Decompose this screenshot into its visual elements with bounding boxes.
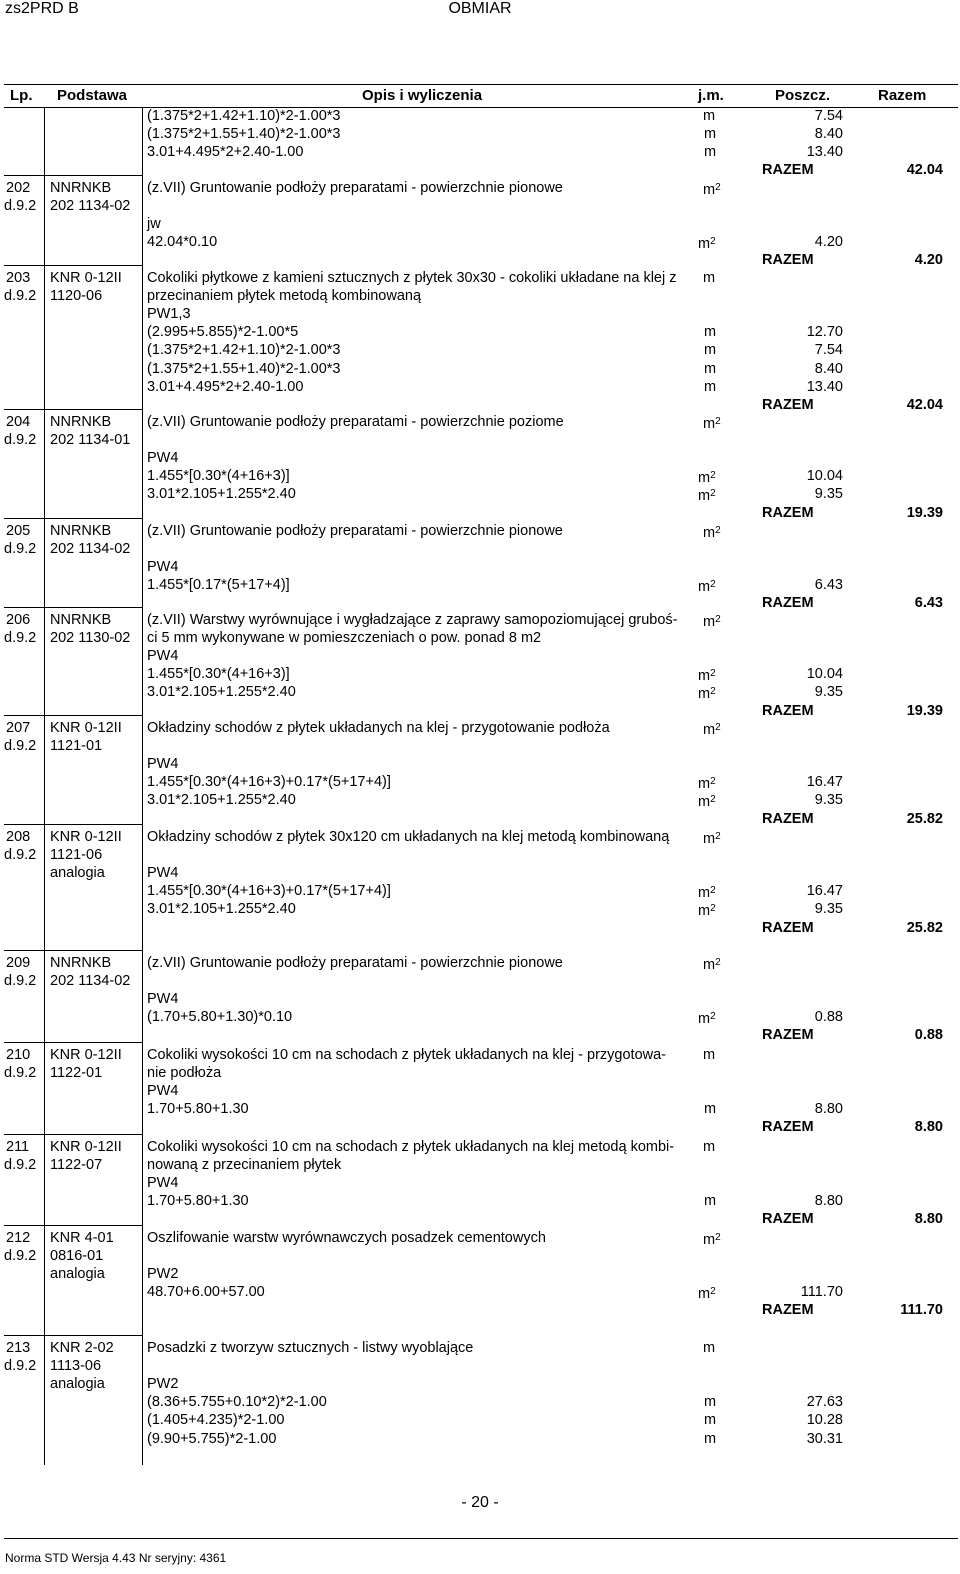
line-description: (z.VII) Gruntowanie podłoży preparatami - powierzchnie pionowe — [147, 523, 563, 539]
item-basis-code: 202 1134-02 — [50, 973, 131, 990]
item-basis-catalog: KNR 0-12II — [50, 1047, 122, 1063]
row-divider — [4, 518, 142, 519]
line-description: nie podłoża — [147, 1065, 222, 1082]
line-description: Cokoliki wysokości 10 cm na schodach z płytek układanych na klej metodą kombi- — [147, 1139, 675, 1155]
line-unit: $m^2$ — [703, 722, 721, 738]
row-divider — [4, 1134, 142, 1135]
line-description: przecinaniem płytek metodą kombinowaną — [147, 288, 422, 305]
item-basis-code: 1122-01 — [50, 1065, 103, 1082]
razem-label: RAZEM — [762, 919, 814, 936]
unit-exponent: 2 — [710, 236, 716, 248]
line-unit: m — [703, 1340, 716, 1356]
line-description: (1.375*2+1.42+1.10)*2-1.00*3 — [147, 108, 341, 124]
item-basis-catalog: KNR 0-12II — [50, 720, 122, 736]
line-description: Posadzki z tworzyw sztucznych - listwy wyoblające — [147, 1340, 474, 1356]
line-unit: m — [704, 1412, 717, 1429]
line-description: (z.VII) Warstwy wyrównujące i wygładzające z zaprawy samopoziomującej gruboś- — [147, 612, 678, 628]
row-divider — [4, 715, 142, 716]
unit-exponent: 2 — [710, 776, 716, 788]
line-unit: m — [703, 1139, 716, 1155]
razem-label: RAZEM — [762, 1211, 814, 1228]
item-basis-catalog: NNRNKB — [50, 523, 112, 539]
unit-exponent: 2 — [715, 182, 721, 193]
line-description: Cokoliki wysokości 10 cm na schodach z płytek układanych na klej - przygotowa- — [147, 1047, 667, 1063]
line-description: (2.995+5.855)*2-1.00*5 — [147, 324, 299, 341]
line-description: Oszlifowanie warstw wyrównawczych posadzek cementowych — [147, 1230, 546, 1246]
col-razem: Razem — [878, 87, 927, 104]
line-unit: m — [704, 360, 717, 377]
item-section: d.9.2 — [4, 541, 37, 558]
line-unit: $m^2$ — [698, 686, 716, 703]
page-number: - 20 - — [461, 1494, 499, 1511]
line-description: Cokoliki płytkowe z kamieni sztucznych z płytek 30x30 - cokoliki układane na klej z — [147, 270, 677, 286]
line-description: PW4 — [147, 559, 179, 576]
line-value: 10.04 — [806, 468, 843, 485]
item-basis-code: 0816-01 — [50, 1248, 104, 1265]
item-basis-code: 1113-06 — [50, 1358, 102, 1375]
row-divider — [4, 1335, 142, 1336]
item-section: d.9.2 — [4, 1358, 37, 1375]
razem-label: RAZEM — [762, 595, 814, 612]
line-unit: m — [704, 144, 717, 161]
footer-divider — [4, 1538, 958, 1539]
line-value: 27.63 — [806, 1394, 843, 1411]
item-number: 212 — [6, 1230, 31, 1246]
line-description: PW4 — [147, 450, 179, 467]
row-divider — [4, 824, 142, 825]
line-unit: m — [704, 1101, 717, 1118]
item-basis-catalog: NNRNKB — [50, 955, 112, 971]
col-podstawa: Podstawa — [57, 87, 128, 104]
unit-exponent: 2 — [710, 579, 716, 591]
line-unit: m — [704, 1394, 717, 1411]
razem-value: 42.04 — [906, 396, 943, 413]
line-description: 3.01+4.495*2+2.40-1.00 — [147, 144, 304, 161]
row-divider — [4, 607, 142, 608]
line-unit: $m^2$ — [698, 488, 716, 505]
item-basis-catalog: KNR 2-02 — [50, 1340, 114, 1356]
line-value: 16.47 — [806, 883, 843, 900]
line-description: (z.VII) Gruntowanie podłoży preparatami - powierzchnie pionowe — [147, 180, 563, 196]
line-value: 12.70 — [806, 324, 843, 341]
item-section: d.9.2 — [4, 288, 37, 305]
line-unit: $m^2$ — [698, 1011, 716, 1028]
item-number: 213 — [6, 1340, 31, 1356]
line-description: 1.455*[0.30*(4+16+3)+0.17*(5+17+4)] — [147, 883, 391, 900]
razem-value: 19.39 — [906, 702, 943, 719]
row-divider — [4, 409, 142, 410]
line-unit: $m^2$ — [698, 470, 716, 487]
razem-value: 111.70 — [900, 1302, 943, 1319]
unit-exponent: 2 — [715, 957, 721, 968]
unit-exponent: 2 — [710, 794, 716, 806]
item-basis-code: 1120-06 — [50, 288, 103, 305]
line-description: (z.VII) Gruntowanie podłoży preparatami - powierzchnie poziome — [147, 414, 564, 430]
row-divider — [4, 1225, 142, 1226]
item-number: 204 — [6, 414, 31, 430]
line-unit: $m^2$ — [703, 957, 721, 973]
item-number: 207 — [6, 720, 31, 736]
col-poszcz: Poszcz. — [775, 87, 831, 104]
item-basis-catalog: NNRNKB — [50, 414, 112, 430]
line-unit: m — [703, 270, 716, 286]
item-number: 205 — [6, 523, 31, 539]
line-value: 10.28 — [806, 1412, 843, 1429]
line-unit: m — [704, 126, 717, 143]
item-basis-note: analogia — [50, 1376, 105, 1393]
item-basis-note: analogia — [50, 865, 105, 882]
unit-exponent: 2 — [715, 416, 721, 427]
razem-label: RAZEM — [762, 396, 814, 413]
line-unit: m — [704, 1193, 717, 1210]
line-description: nowaną z przecinaniem płytek — [147, 1157, 342, 1174]
line-unit: $m^2$ — [698, 236, 716, 253]
line-description: Okładziny schodów z płytek 30x120 cm układanych na klej metodą kombinowaną — [147, 829, 670, 845]
razem-value: 4.20 — [914, 252, 943, 269]
line-description: 42.04*0.10 — [147, 234, 218, 251]
line-value: 8.80 — [814, 1101, 843, 1118]
row-divider — [4, 265, 142, 266]
razem-label: RAZEM — [762, 252, 814, 269]
item-number: 211 — [6, 1139, 30, 1155]
line-value: 7.54 — [814, 342, 843, 359]
line-unit: $m^2$ — [698, 794, 716, 811]
line-value: 8.40 — [814, 126, 843, 143]
line-description: 3.01*2.105+1.255*2.40 — [147, 486, 296, 503]
line-unit: m — [704, 1430, 717, 1447]
line-description: 3.01+4.495*2+2.40-1.00 — [147, 378, 304, 395]
line-unit: $m^2$ — [703, 525, 721, 541]
item-basis-code: 202 1134-02 — [50, 198, 131, 215]
item-section: d.9.2 — [4, 630, 37, 647]
line-description: 3.01*2.105+1.255*2.40 — [147, 684, 296, 701]
line-description: PW4 — [147, 991, 179, 1008]
line-description: (1.375*2+1.55+1.40)*2-1.00*3 — [147, 360, 341, 377]
line-description: 1.455*[0.17*(5+17+4)] — [147, 577, 290, 594]
line-value: 4.20 — [814, 234, 843, 251]
line-unit: m — [704, 378, 717, 395]
line-unit: $m^2$ — [698, 903, 716, 920]
line-unit: $m^2$ — [698, 1286, 716, 1303]
item-basis-code: 1121-01 — [50, 738, 103, 755]
footer-note: Norma STD Wersja 4.43 Nr seryjny: 4361 — [5, 1551, 227, 1565]
row-divider — [4, 175, 142, 176]
line-description: 1.455*[0.30*(4+16+3)] — [147, 666, 290, 683]
item-basis-code: 202 1134-02 — [50, 541, 131, 558]
col-jm: j.m. — [698, 87, 724, 104]
item-number: 203 — [6, 270, 31, 286]
line-value: 16.47 — [806, 774, 843, 791]
line-description: ci 5 mm wykonywane w pomieszczeniach o pow. ponad 8 m2 — [147, 630, 542, 647]
unit-exponent: 2 — [710, 1011, 716, 1023]
razem-value: 6.43 — [914, 595, 943, 612]
item-section: d.9.2 — [4, 1065, 37, 1082]
razem-label: RAZEM — [762, 1302, 814, 1319]
item-number: 210 — [6, 1047, 31, 1063]
razem-label: RAZEM — [762, 1119, 814, 1136]
line-description: Okładziny schodów z płytek układanych na klej - przygotowanie podłoża — [147, 720, 610, 736]
line-description: 3.01*2.105+1.255*2.40 — [147, 792, 296, 809]
line-unit: m — [704, 342, 717, 359]
line-description: PW4 — [147, 865, 179, 882]
unit-exponent: 2 — [715, 614, 721, 625]
item-section: d.9.2 — [4, 847, 37, 864]
razem-label: RAZEM — [762, 810, 814, 827]
item-number: 208 — [6, 829, 31, 845]
col-lp: Lp. — [10, 87, 33, 104]
line-unit: $m^2$ — [703, 831, 721, 847]
column-header-row — [4, 84, 958, 108]
line-description: (1.70+5.80+1.30)*0.10 — [147, 1009, 293, 1026]
line-value: 10.04 — [806, 666, 843, 683]
razem-label: RAZEM — [762, 504, 814, 521]
line-description: (1.375*2+1.42+1.10)*2-1.00*3 — [147, 342, 341, 359]
line-unit: $m^2$ — [703, 614, 721, 630]
item-basis-code: 202 1130-02 — [50, 630, 131, 647]
line-description: 1.70+5.80+1.30 — [147, 1101, 249, 1118]
line-description: 1.455*[0.30*(4+16+3)+0.17*(5+17+4)] — [147, 774, 391, 791]
line-description: jw — [147, 216, 161, 233]
line-unit: m — [703, 108, 716, 124]
item-basis-catalog: NNRNKB — [50, 612, 112, 628]
item-number: 202 — [6, 180, 31, 196]
line-value: 8.80 — [814, 1193, 843, 1210]
line-description: PW2 — [147, 1376, 179, 1393]
line-value: 8.40 — [814, 360, 843, 377]
razem-value: 19.39 — [906, 504, 943, 521]
line-description: PW2 — [147, 1266, 179, 1283]
line-unit: $m^2$ — [703, 1232, 721, 1248]
line-description: 3.01*2.105+1.255*2.40 — [147, 901, 296, 918]
line-description: (z.VII) Gruntowanie podłoży preparatami - powierzchnie pionowe — [147, 955, 563, 971]
item-basis-catalog: KNR 4-01 — [50, 1230, 114, 1246]
item-section: d.9.2 — [4, 1248, 37, 1265]
column-divider — [142, 107, 143, 1465]
line-unit: $m^2$ — [698, 885, 716, 902]
line-unit: m — [704, 324, 717, 341]
line-value: 30.31 — [806, 1430, 843, 1447]
line-unit: m — [703, 1047, 716, 1063]
razem-label: RAZEM — [762, 702, 814, 719]
item-basis-catalog: NNRNKB — [50, 180, 112, 196]
line-value: 13.40 — [806, 144, 843, 161]
unit-exponent: 2 — [710, 903, 716, 915]
razem-value: 8.80 — [914, 1211, 943, 1228]
item-basis-code: 202 1134-01 — [50, 432, 131, 449]
item-number: 206 — [6, 612, 31, 628]
line-value: 9.35 — [814, 486, 843, 503]
line-description: (1.375*2+1.55+1.40)*2-1.00*3 — [147, 126, 341, 143]
item-basis-catalog: KNR 0-12II — [50, 270, 122, 286]
line-unit: $m^2$ — [698, 579, 716, 596]
item-basis-code: 1121-06 — [50, 847, 103, 864]
col-opis: Opis i wyliczenia — [362, 87, 483, 104]
line-description: (1.405+4.235)*2-1.00 — [147, 1412, 285, 1429]
line-value: 0.88 — [814, 1009, 843, 1026]
unit-exponent: 2 — [715, 1232, 721, 1243]
line-unit: $m^2$ — [698, 668, 716, 685]
razem-value: 42.04 — [906, 162, 943, 179]
unit-exponent: 2 — [710, 1286, 716, 1298]
line-description: 1.455*[0.30*(4+16+3)] — [147, 468, 290, 485]
line-value: 111.70 — [800, 1284, 843, 1301]
line-value: 13.40 — [806, 378, 843, 395]
line-value: 7.54 — [814, 108, 843, 124]
item-section: d.9.2 — [4, 973, 37, 990]
item-section: d.9.2 — [4, 1157, 37, 1174]
item-basis-catalog: KNR 0-12II — [50, 829, 122, 845]
razem-label: RAZEM — [762, 1027, 814, 1044]
unit-exponent: 2 — [710, 470, 716, 482]
line-description: PW4 — [147, 756, 179, 773]
line-unit: $m^2$ — [698, 776, 716, 793]
line-description: (8.36+5.755+0.10*2)*2-1.00 — [147, 1394, 327, 1411]
header-program: zs2PRD B — [5, 0, 79, 17]
line-unit: $m^2$ — [703, 416, 721, 432]
razem-value: 8.80 — [914, 1119, 943, 1136]
item-basis-catalog: KNR 0-12II — [50, 1139, 122, 1155]
unit-exponent: 2 — [710, 668, 716, 680]
column-divider — [44, 107, 45, 1465]
item-basis-code: 1122-07 — [50, 1157, 103, 1174]
unit-exponent: 2 — [710, 885, 716, 897]
line-value: 9.35 — [814, 684, 843, 701]
line-value: 9.35 — [814, 792, 843, 809]
line-description: PW4 — [147, 1083, 179, 1100]
line-description: (9.90+5.755)*2-1.00 — [147, 1430, 277, 1447]
line-description: 48.70+6.00+57.00 — [147, 1284, 265, 1301]
item-basis-note: analogia — [50, 1266, 105, 1283]
unit-exponent: 2 — [715, 831, 721, 842]
razem-value: 25.82 — [906, 810, 943, 827]
row-divider — [4, 950, 142, 951]
line-description: 1.70+5.80+1.30 — [147, 1193, 249, 1210]
item-section: d.9.2 — [4, 738, 37, 755]
line-description: PW1,3 — [147, 306, 191, 323]
unit-exponent: 2 — [710, 686, 716, 698]
header-title: OBMIAR — [448, 0, 512, 17]
line-value: 9.35 — [814, 901, 843, 918]
line-description: PW4 — [147, 648, 179, 665]
line-unit: $m^2$ — [703, 182, 721, 198]
item-section: d.9.2 — [4, 432, 37, 449]
row-divider — [4, 1042, 142, 1043]
line-value: 6.43 — [814, 577, 843, 594]
razem-value: 0.88 — [914, 1027, 943, 1044]
razem-value: 25.82 — [906, 919, 943, 936]
razem-label: RAZEM — [762, 162, 814, 179]
unit-exponent: 2 — [715, 525, 721, 536]
line-description: PW4 — [147, 1175, 179, 1192]
unit-exponent: 2 — [710, 488, 716, 500]
item-number: 209 — [6, 955, 31, 971]
unit-exponent: 2 — [715, 722, 721, 733]
item-section: d.9.2 — [4, 198, 37, 215]
